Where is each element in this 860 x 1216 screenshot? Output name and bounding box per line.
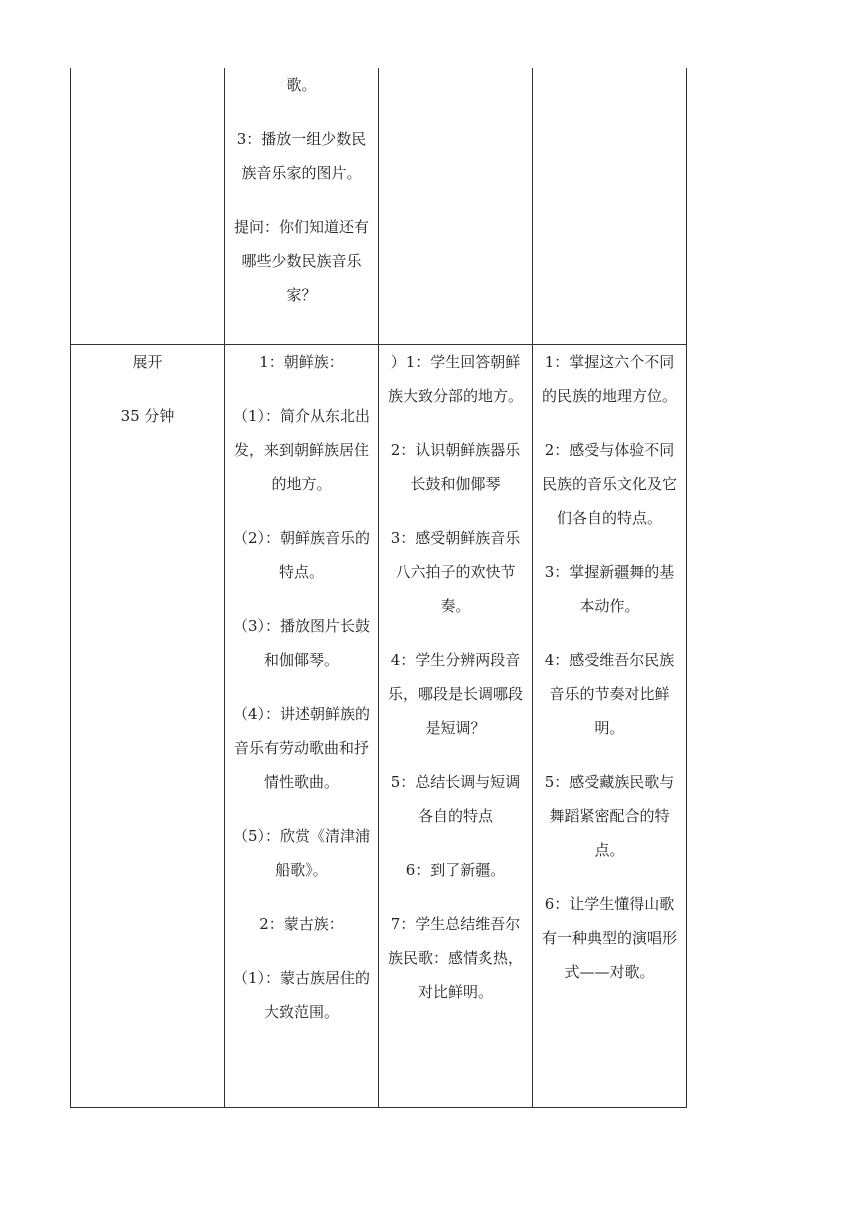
cell-paragraph: （3）：播放图片长鼓和伽倻琴。 [232,617,371,669]
cell-paragraph: 4：学生分辨两段音乐，哪段是长调哪段是短调？ [387,651,523,737]
cell-top-stage [71,68,225,345]
table-row-main [71,345,687,1108]
cell-top-teacher [225,68,379,345]
cell-paragraph: 2：认识朝鲜族器乐长鼓和伽倻琴 [390,441,521,493]
cell-paragraph: 2：感受与体验不同民族的音乐文化及它们各自的特点。 [541,441,677,527]
cell-paragraph: 5：总结长调与短调各自的特点 [390,773,521,825]
cell-paragraph: （1）：蒙古族居住的大致范围。 [232,969,371,1021]
cell-student-activities [379,345,533,1108]
cell-paragraph: 1：掌握这六个不同的民族的地理方位。 [541,353,677,405]
cell-paragraph: （1）：简介从东北出发，来到朝鲜族居住的地方。 [232,407,371,493]
cell-teacher-activities [225,345,379,1108]
table-row-top [71,68,687,345]
cell-paragraph: 5：感受藏族民歌与舞蹈紧密配合的特点。 [544,773,675,859]
cell-top-students [379,68,533,345]
cell-paragraph: 3：播放一组少数民族音乐家的图片。 [236,130,367,182]
cell-stage [71,345,225,1108]
cell-paragraph: （2）：朝鲜族音乐的特点。 [232,529,371,581]
cell-learning-goals [533,345,687,1108]
cell-paragraph: （4）：讲述朝鲜族的音乐有劳动歌曲和抒情性歌曲。 [232,705,371,791]
cell-paragraph: 6：到了新疆。 [405,861,506,879]
cell-paragraph: 4：感受维吾尔民族音乐的节奏对比鲜明。 [544,651,675,737]
cell-paragraph: ）1：学生回答朝鲜族大致分部的地方。 [387,353,523,405]
cell-top-goals [533,68,687,345]
cell-paragraph: 1：朝鲜族： [259,353,344,371]
cell-paragraph: 7：学生总结维吾尔族民歌：感情炙热，对比鲜明。 [387,915,523,1001]
cell-paragraph: 提问：你们知道还有哪些少数民族音乐家？ [233,218,369,304]
cell-paragraph: 3：掌握新疆舞的基本动作。 [544,563,675,615]
cell-paragraph: 6：让学生懂得山歌有一种典型的演唱形式——对歌。 [541,895,677,981]
cell-paragraph: （5）：欣赏《清津浦船歌》。 [232,827,371,879]
cell-paragraph: 歌。 [286,76,317,94]
cell-paragraph: 3：感受朝鲜族音乐八六拍子的欢快节奏。 [390,529,521,615]
stage-label: 展开 [132,353,163,371]
stage-duration: 35 分钟 [120,407,175,425]
cell-paragraph: 2：蒙古族： [259,915,344,933]
lesson-plan-table [70,68,687,1108]
